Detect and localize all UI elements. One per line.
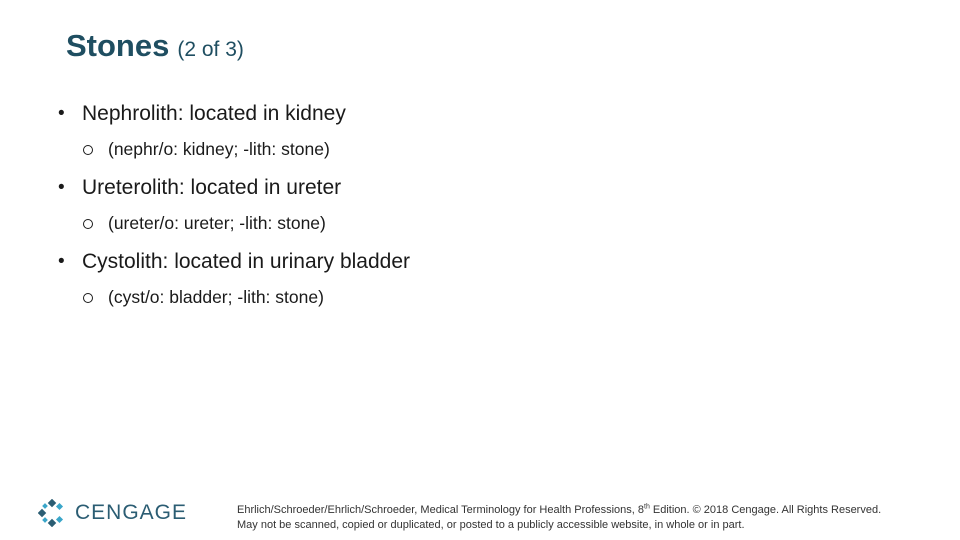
footer-copyright: Edition. © 2018 Cengage. All Rights Reserved. <box>649 504 882 516</box>
bullet-level2 <box>58 137 410 161</box>
bullet-level2 <box>58 211 410 235</box>
title-main: Stones <box>66 28 170 63</box>
footer-line-1 <box>237 503 881 518</box>
sub-bullet-text: (nephr/o: kidney; -lith: stone) <box>108 139 330 159</box>
bullet-text: Nephrolith: located in kidney <box>82 102 346 125</box>
bullet-dot-icon: • <box>58 103 65 124</box>
bullet-dot-icon: • <box>58 251 65 272</box>
cengage-logo-icon <box>38 499 66 527</box>
sub-bullet-text: (ureter/o: ureter; -lith: stone) <box>108 213 326 233</box>
bullet-level1 <box>58 248 410 276</box>
spacer <box>58 161 410 174</box>
hollow-bullet-icon <box>83 145 93 155</box>
footer-line-2: May not be scanned, copied or duplicated, or posted to a publicly accessible website, in whole or in part. <box>237 519 745 531</box>
list-item <box>58 174 410 235</box>
bullet-text: Ureterolith: located in ureter <box>82 176 342 199</box>
spacer <box>58 235 410 248</box>
list-item <box>58 248 410 309</box>
cengage-logo <box>38 499 187 527</box>
footer-superscript: th <box>644 503 650 511</box>
title-subtitle: (2 of 3) <box>177 38 244 61</box>
copyright-footer <box>237 503 881 533</box>
bullet-level1 <box>58 174 410 202</box>
bullet-dot-icon: • <box>58 177 65 198</box>
bullet-list <box>58 100 410 309</box>
bullet-text: Cystolith: located in urinary bladder <box>82 250 411 273</box>
slide-title <box>66 28 244 64</box>
list-item <box>58 100 410 161</box>
sub-bullet-text: (cyst/o: bladder; -lith: stone) <box>108 287 324 307</box>
bullet-level1 <box>58 100 410 128</box>
hollow-bullet-icon <box>83 293 93 303</box>
footer-citation: Ehrlich/Schroeder/Ehrlich/Schroeder, Medical Terminology for Health Professions, 8 <box>237 504 644 516</box>
bullet-level2 <box>58 285 410 309</box>
hollow-bullet-icon <box>83 219 93 229</box>
logo-wordmark: CENGAGE <box>75 501 188 524</box>
